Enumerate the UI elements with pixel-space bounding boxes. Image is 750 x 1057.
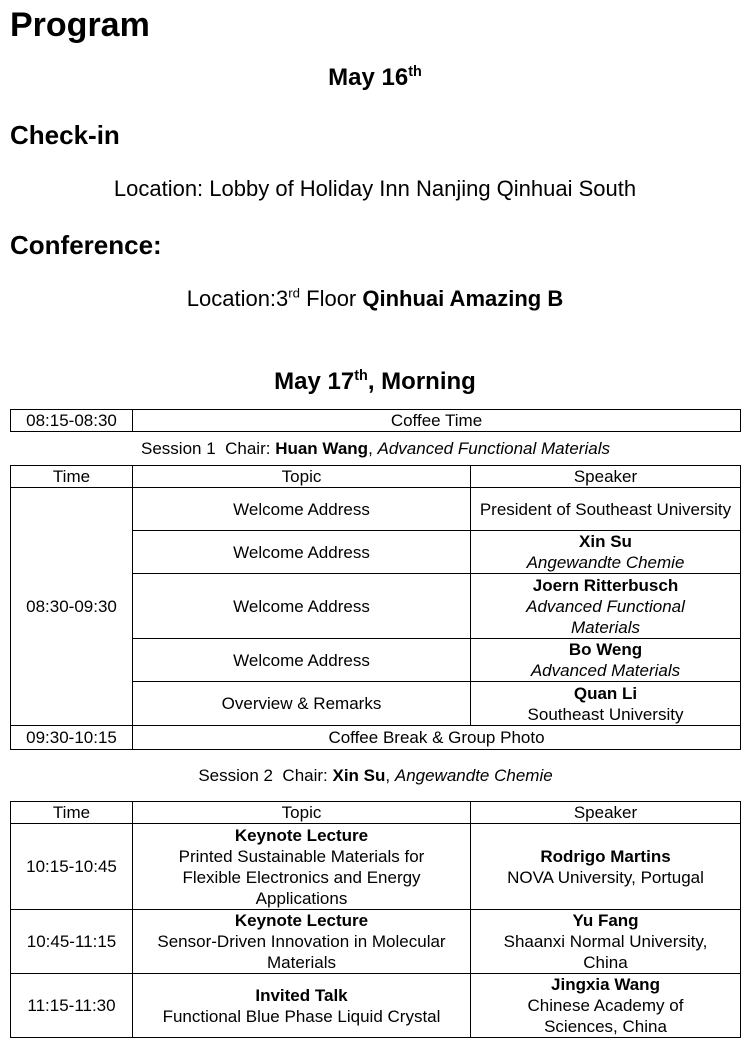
speaker-cell	[471, 910, 741, 974]
topic-cell: Overview & Remarks	[133, 682, 471, 726]
speaker-affiliation: Shaanxi Normal University, China	[503, 932, 708, 972]
speaker-name: Jingxia Wang	[551, 975, 660, 994]
table-row	[11, 910, 741, 974]
talk-title: Functional Blue Phase Liquid Crystal	[162, 1006, 441, 1026]
speaker-cell	[471, 682, 741, 726]
session-label: Session 1 Chair:	[141, 439, 276, 458]
chair-journal: Advanced Functional Materials	[377, 439, 610, 458]
table-header-row	[11, 802, 741, 824]
session-1-chair	[11, 432, 741, 466]
separator: ,	[368, 439, 378, 458]
speaker-cell	[471, 574, 741, 639]
event-cell: Coffee Break & Group Photo	[133, 726, 741, 750]
date-suffix: th	[354, 368, 368, 384]
chair-name: Huan Wang	[275, 439, 369, 458]
speaker-affiliation: President of Southeast University	[479, 499, 732, 519]
chair-journal: Angewandte Chemie	[394, 766, 553, 785]
event-cell: Coffee Time	[133, 410, 741, 432]
talk-type: Keynote Lecture	[234, 825, 369, 845]
time-cell: 08:30-09:30	[11, 488, 133, 726]
time-cell: 11:15-11:30	[11, 974, 133, 1038]
speaker-cell	[471, 639, 741, 682]
speaker-name: Quan Li	[573, 683, 638, 703]
page-title: Program	[10, 6, 150, 44]
checkin-location: Location: Lobby of Holiday Inn Nanjing Qinhuai South	[113, 176, 637, 201]
session-header	[11, 432, 741, 466]
table-row	[11, 824, 741, 910]
time-cell: 09:30-10:15	[11, 726, 133, 750]
floor-suffix: rd	[288, 285, 301, 301]
col-header-time: Time	[11, 466, 133, 488]
separator: ,	[385, 766, 395, 785]
topic-cell	[133, 910, 471, 974]
speaker-cell	[471, 824, 741, 910]
speaker-affiliation: NOVA University, Portugal	[507, 867, 704, 887]
time-cell: 08:15-08:30	[11, 410, 133, 432]
schedule-table	[10, 409, 741, 1038]
talk-type: Invited Talk	[255, 985, 348, 1005]
conference-heading: Conference:	[10, 230, 162, 260]
talk-type: Keynote Lecture	[234, 911, 369, 930]
date-text: May 17	[274, 368, 355, 395]
time-cell: 10:15-10:45	[11, 824, 133, 910]
col-header-speaker: Speaker	[471, 802, 741, 824]
table-row	[11, 974, 741, 1038]
col-header-time: Time	[11, 802, 133, 824]
speaker-affiliation: Chinese Academy of Sciences, China	[527, 996, 684, 1036]
topic-cell: Welcome Address	[133, 639, 471, 682]
topic-cell: Welcome Address	[133, 574, 471, 639]
topic-cell	[133, 824, 471, 910]
topic-cell: Welcome Address	[133, 531, 471, 574]
session-header	[11, 750, 741, 802]
talk-title: Sensor-Driven Innovation in Molecular Materials	[157, 932, 446, 972]
date-period: , Morning	[367, 368, 476, 395]
time-cell: 10:45-11:15	[11, 910, 133, 974]
speaker-cell	[471, 488, 741, 531]
day-heading-may17	[0, 368, 750, 396]
col-header-speaker: Speaker	[471, 466, 741, 488]
speaker-name: Xin Su	[579, 532, 632, 551]
table-row	[11, 726, 741, 750]
col-header-topic: Topic	[133, 802, 471, 824]
date-suffix: th	[408, 64, 422, 80]
speaker-affiliation: Advanced Functional Materials	[526, 596, 685, 637]
col-header-topic: Topic	[133, 466, 471, 488]
location-prefix: Location:3	[186, 286, 289, 311]
topic-cell	[133, 974, 471, 1038]
speaker-name: Joern Ritterbusch	[532, 575, 679, 595]
speaker-affiliation: Southeast University	[527, 704, 684, 724]
date-text: May 16	[328, 64, 409, 91]
speaker-name: Yu Fang	[572, 911, 639, 930]
conference-location	[0, 286, 750, 312]
day-heading-may16	[0, 64, 750, 92]
speaker-affiliation: Angewandte Chemie	[526, 553, 685, 572]
talk-title: Printed Sustainable Materials for Flexible Electronics and Energy Applications	[178, 846, 425, 908]
speaker-cell	[471, 974, 741, 1038]
table-row	[11, 410, 741, 432]
topic-cell: Welcome Address	[133, 488, 471, 531]
session-label: Session 2 Chair:	[198, 766, 333, 785]
session-2-chair	[11, 750, 741, 802]
room-name: Qinhuai Amazing B	[362, 286, 564, 311]
table-row	[11, 488, 741, 531]
speaker-cell	[471, 531, 741, 574]
chair-name: Xin Su	[332, 766, 386, 785]
speaker-name: Rodrigo Martins	[540, 846, 671, 866]
checkin-heading: Check-in	[10, 120, 120, 150]
speaker-affiliation: Advanced Materials	[530, 661, 681, 680]
floor-label: Floor	[300, 286, 363, 311]
table-header-row	[11, 466, 741, 488]
speaker-name: Bo Weng	[568, 640, 643, 659]
